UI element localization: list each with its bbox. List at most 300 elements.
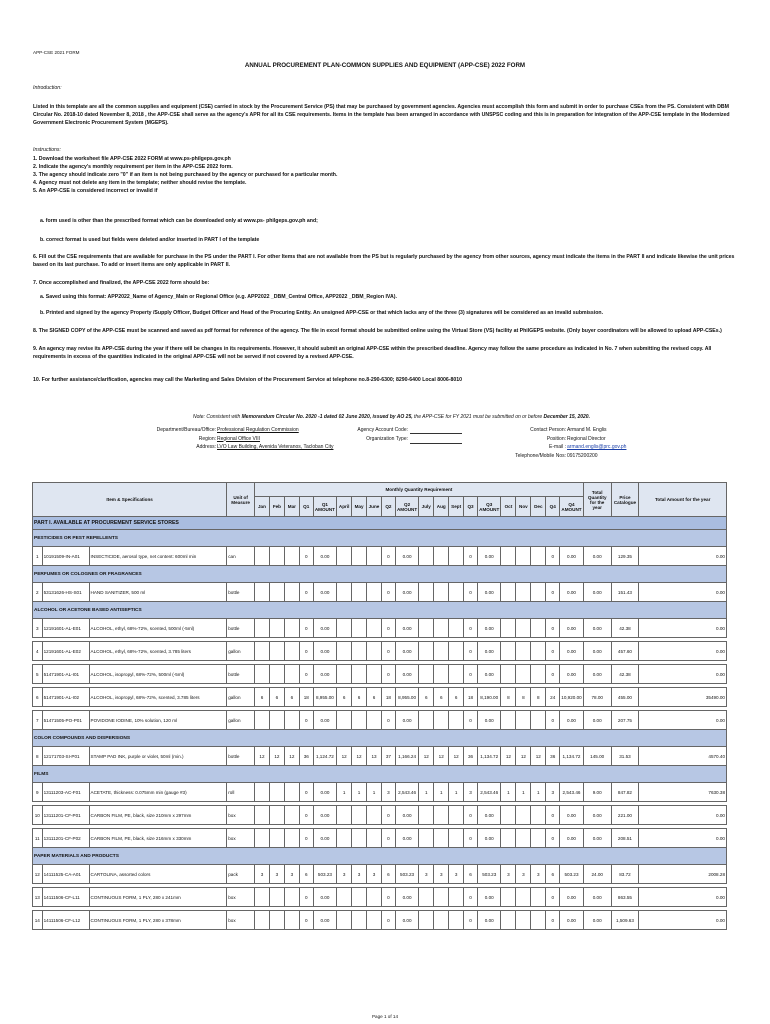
quantity-cell[interactable]: 3 bbox=[367, 865, 382, 884]
quantity-cell[interactable]: 6 bbox=[464, 865, 478, 884]
quantity-cell[interactable]: 3 bbox=[546, 783, 560, 802]
quantity-cell[interactable]: 0 bbox=[299, 783, 313, 802]
quantity-cell[interactable]: 1 bbox=[449, 783, 464, 802]
quantity-cell[interactable] bbox=[284, 547, 299, 566]
quantity-cell[interactable] bbox=[449, 829, 464, 848]
quantity-cell[interactable]: 0.00 bbox=[478, 619, 501, 638]
item-number: 14 bbox=[33, 911, 43, 930]
quantity-cell[interactable]: 0.00 bbox=[313, 642, 336, 661]
quantity-cell[interactable]: 12 bbox=[449, 747, 464, 766]
quantity-cell[interactable] bbox=[516, 665, 531, 684]
quantity-cell[interactable] bbox=[434, 665, 449, 684]
quantity-cell[interactable]: 1 bbox=[531, 783, 546, 802]
agency-labels-middle: Agency Account Code: Organization Type: bbox=[357, 427, 408, 442]
quantity-cell[interactable] bbox=[367, 583, 382, 602]
quantity-cell[interactable] bbox=[434, 619, 449, 638]
instruction-10: 10. For further assistance/clarification, agencies may call the Marketing and Sales Division of the Procurement Service at telephone no.8-290-6300; 8290-6400 Local 8006-8010 bbox=[33, 377, 463, 383]
catalogue-price: 129.35 bbox=[611, 547, 639, 566]
quantity-cell[interactable]: 0 bbox=[464, 829, 478, 848]
quantity-cell[interactable]: 0 bbox=[464, 619, 478, 638]
quantity-cell[interactable]: 12 bbox=[501, 747, 516, 766]
month-header: Q4 AMOUNT bbox=[560, 497, 584, 517]
quantity-cell[interactable]: 6 bbox=[434, 688, 449, 707]
quantity-cell[interactable] bbox=[255, 547, 270, 566]
quantity-cell[interactable]: 0 bbox=[464, 888, 478, 907]
quantity-cell[interactable] bbox=[449, 642, 464, 661]
quantity-cell[interactable] bbox=[269, 665, 284, 684]
quantity-cell[interactable] bbox=[434, 547, 449, 566]
quantity-cell[interactable]: 1,134.72 bbox=[478, 747, 501, 766]
quantity-cell[interactable] bbox=[367, 888, 382, 907]
quantity-cell[interactable]: 6 bbox=[299, 865, 313, 884]
instruction-item: 5. An APP-CSE is considered incorrect or invalid if bbox=[33, 188, 158, 194]
quantity-cell[interactable]: 0 bbox=[299, 806, 313, 825]
quantity-cell[interactable] bbox=[501, 619, 516, 638]
quantity-cell[interactable]: 8 bbox=[531, 688, 546, 707]
quantity-cell[interactable] bbox=[255, 665, 270, 684]
quantity-cell[interactable] bbox=[352, 665, 367, 684]
quantity-cell[interactable]: 0.00 bbox=[560, 911, 584, 930]
quantity-cell[interactable] bbox=[419, 619, 434, 638]
quantity-cell[interactable] bbox=[269, 583, 284, 602]
quantity-cell[interactable] bbox=[367, 642, 382, 661]
quantity-cell[interactable] bbox=[531, 583, 546, 602]
quantity-cell[interactable] bbox=[531, 806, 546, 825]
quantity-cell[interactable]: 0.00 bbox=[395, 547, 418, 566]
quantity-cell[interactable]: 12 bbox=[419, 747, 434, 766]
quantity-cell[interactable]: 0.00 bbox=[313, 711, 336, 730]
item-number: 1 bbox=[33, 547, 43, 566]
quantity-cell[interactable]: 8,955.00 bbox=[395, 688, 418, 707]
quantity-cell[interactable]: 0 bbox=[381, 583, 395, 602]
quantity-cell[interactable]: 12 bbox=[531, 747, 546, 766]
quantity-cell[interactable]: 0 bbox=[546, 911, 560, 930]
quantity-cell[interactable]: 0 bbox=[381, 619, 395, 638]
quantity-cell[interactable] bbox=[352, 583, 367, 602]
quantity-cell[interactable] bbox=[419, 583, 434, 602]
table-row bbox=[33, 711, 727, 730]
quantity-cell[interactable]: 0.00 bbox=[560, 665, 584, 684]
quantity-cell[interactable] bbox=[284, 911, 299, 930]
quantity-cell[interactable]: 1 bbox=[501, 783, 516, 802]
quantity-cell[interactable]: 2,543.46 bbox=[478, 783, 501, 802]
quantity-cell[interactable] bbox=[284, 619, 299, 638]
quantity-cell[interactable]: 0.00 bbox=[313, 665, 336, 684]
quantity-cell[interactable] bbox=[516, 888, 531, 907]
quantity-cell[interactable] bbox=[337, 547, 352, 566]
instruction-sub-a: a. form used is other than the prescribed format which can be downloaded only at www.ps- philgeps.gov.ph and; bbox=[40, 218, 318, 224]
quantity-cell[interactable] bbox=[255, 888, 270, 907]
quantity-cell[interactable]: 0 bbox=[381, 829, 395, 848]
quantity-cell[interactable]: 12 bbox=[434, 747, 449, 766]
quantity-cell[interactable]: 12 bbox=[516, 747, 531, 766]
quantity-cell[interactable]: 0 bbox=[299, 547, 313, 566]
quantity-cell[interactable] bbox=[269, 619, 284, 638]
quantity-cell[interactable]: 0.00 bbox=[395, 619, 418, 638]
quantity-cell[interactable]: 3 bbox=[516, 865, 531, 884]
quantity-cell[interactable]: 24 bbox=[546, 688, 560, 707]
total-quantity: 0.00 bbox=[583, 806, 611, 825]
quantity-cell[interactable]: 0 bbox=[464, 711, 478, 730]
quantity-cell[interactable]: 6 bbox=[449, 688, 464, 707]
quantity-cell[interactable] bbox=[449, 888, 464, 907]
total-quantity: 0.00 bbox=[583, 547, 611, 566]
quantity-cell[interactable]: 3 bbox=[381, 783, 395, 802]
quantity-cell[interactable] bbox=[449, 665, 464, 684]
quantity-cell[interactable] bbox=[284, 829, 299, 848]
quantity-cell[interactable] bbox=[284, 665, 299, 684]
quantity-cell[interactable] bbox=[269, 888, 284, 907]
quantity-cell[interactable] bbox=[337, 911, 352, 930]
quantity-cell[interactable]: 0 bbox=[546, 642, 560, 661]
quantity-cell[interactable]: 0.00 bbox=[395, 888, 418, 907]
quantity-cell[interactable] bbox=[531, 642, 546, 661]
quantity-cell[interactable] bbox=[269, 547, 284, 566]
quantity-cell[interactable]: 6 bbox=[419, 688, 434, 707]
quantity-cell[interactable]: 0 bbox=[299, 829, 313, 848]
quantity-cell[interactable]: 1,166.24 bbox=[395, 747, 418, 766]
quantity-cell[interactable]: 0 bbox=[546, 665, 560, 684]
quantity-cell[interactable]: 0.00 bbox=[313, 783, 336, 802]
quantity-cell[interactable]: 0.00 bbox=[395, 665, 418, 684]
quantity-cell[interactable]: 0.00 bbox=[395, 806, 418, 825]
quantity-cell[interactable] bbox=[501, 583, 516, 602]
quantity-cell[interactable]: 0.00 bbox=[313, 888, 336, 907]
quantity-cell[interactable] bbox=[352, 547, 367, 566]
quantity-cell[interactable] bbox=[367, 547, 382, 566]
quantity-cell[interactable] bbox=[449, 711, 464, 730]
quantity-cell[interactable] bbox=[337, 829, 352, 848]
quantity-cell[interactable]: 0.00 bbox=[395, 829, 418, 848]
quantity-cell[interactable]: 12 bbox=[284, 747, 299, 766]
quantity-cell[interactable]: 3 bbox=[255, 865, 270, 884]
quantity-cell[interactable] bbox=[255, 711, 270, 730]
quantity-cell[interactable]: 36 bbox=[546, 747, 560, 766]
quantity-cell[interactable]: 6 bbox=[381, 865, 395, 884]
quantity-cell[interactable]: 0 bbox=[546, 888, 560, 907]
quantity-cell[interactable] bbox=[269, 806, 284, 825]
quantity-cell[interactable]: 0 bbox=[464, 665, 478, 684]
quantity-cell[interactable]: 0.00 bbox=[478, 642, 501, 661]
quantity-cell[interactable]: 3 bbox=[269, 865, 284, 884]
item-number: 9 bbox=[33, 783, 43, 802]
quantity-cell[interactable]: 3 bbox=[531, 865, 546, 884]
quantity-cell[interactable]: 1 bbox=[337, 783, 352, 802]
quantity-cell[interactable]: 6 bbox=[284, 688, 299, 707]
quantity-cell[interactable] bbox=[531, 911, 546, 930]
quantity-cell[interactable]: 3 bbox=[352, 865, 367, 884]
quantity-cell[interactable]: 0 bbox=[464, 806, 478, 825]
quantity-cell[interactable] bbox=[419, 642, 434, 661]
quantity-cell[interactable]: 37 bbox=[381, 747, 395, 766]
quantity-cell[interactable]: 18 bbox=[381, 688, 395, 707]
quantity-cell[interactable] bbox=[255, 829, 270, 848]
quantity-cell[interactable] bbox=[531, 888, 546, 907]
quantity-cell[interactable] bbox=[516, 911, 531, 930]
quantity-cell[interactable] bbox=[501, 829, 516, 848]
quantity-cell[interactable]: 1 bbox=[352, 783, 367, 802]
quantity-cell[interactable] bbox=[367, 665, 382, 684]
quantity-cell[interactable] bbox=[269, 711, 284, 730]
quantity-cell[interactable] bbox=[367, 829, 382, 848]
quantity-cell[interactable]: 1,124.72 bbox=[313, 747, 336, 766]
quantity-cell[interactable]: 0 bbox=[299, 642, 313, 661]
instruction-8: 8. The SIGNED COPY of the APP-CSE must be scanned and saved as pdf format for reference of the agency. The file in excel format should be submitted online using the Virtual Store (VS) facility at PhilGEPS website. (Only buyer coordinators will be allowed to upload APP-CSEs.) bbox=[33, 328, 722, 334]
quantity-cell[interactable]: 0 bbox=[381, 806, 395, 825]
quantity-cell[interactable]: 2,543.46 bbox=[560, 783, 584, 802]
quantity-cell[interactable] bbox=[434, 911, 449, 930]
quantity-cell[interactable] bbox=[255, 619, 270, 638]
quantity-cell[interactable] bbox=[434, 806, 449, 825]
quantity-cell[interactable]: 0 bbox=[381, 711, 395, 730]
quantity-cell[interactable] bbox=[352, 642, 367, 661]
quantity-cell[interactable]: 1 bbox=[434, 783, 449, 802]
quantity-cell[interactable]: 0 bbox=[299, 888, 313, 907]
quantity-cell[interactable] bbox=[367, 619, 382, 638]
quantity-cell[interactable]: 0 bbox=[381, 888, 395, 907]
quantity-cell[interactable] bbox=[531, 619, 546, 638]
quantity-cell[interactable]: 3 bbox=[337, 865, 352, 884]
quantity-cell[interactable]: 12 bbox=[337, 747, 352, 766]
quantity-cell[interactable] bbox=[367, 711, 382, 730]
quantity-cell[interactable] bbox=[284, 711, 299, 730]
quantity-cell[interactable] bbox=[255, 642, 270, 661]
quantity-cell[interactable] bbox=[501, 711, 516, 730]
quantity-cell[interactable]: 0 bbox=[381, 547, 395, 566]
quantity-cell[interactable]: 0.00 bbox=[313, 911, 336, 930]
quantity-cell[interactable]: 0.00 bbox=[395, 583, 418, 602]
quantity-cell[interactable] bbox=[516, 547, 531, 566]
quantity-cell[interactable]: 18 bbox=[464, 688, 478, 707]
quantity-cell[interactable]: 0.00 bbox=[560, 642, 584, 661]
quantity-cell[interactable] bbox=[419, 829, 434, 848]
quantity-cell[interactable]: 0 bbox=[299, 711, 313, 730]
quantity-cell[interactable]: 8 bbox=[501, 688, 516, 707]
quantity-cell[interactable]: 0.00 bbox=[478, 665, 501, 684]
quantity-cell[interactable]: 3 bbox=[464, 783, 478, 802]
quantity-cell[interactable]: 0 bbox=[464, 583, 478, 602]
quantity-cell[interactable] bbox=[419, 911, 434, 930]
quantity-cell[interactable] bbox=[255, 911, 270, 930]
quantity-cell[interactable]: 18 bbox=[299, 688, 313, 707]
quantity-cell[interactable]: 0.00 bbox=[560, 806, 584, 825]
quantity-cell[interactable] bbox=[449, 619, 464, 638]
quantity-cell[interactable] bbox=[419, 806, 434, 825]
quantity-cell[interactable] bbox=[337, 619, 352, 638]
quantity-cell[interactable] bbox=[434, 711, 449, 730]
quantity-cell[interactable] bbox=[352, 911, 367, 930]
quantity-cell[interactable] bbox=[516, 583, 531, 602]
quantity-cell[interactable]: 0.00 bbox=[395, 911, 418, 930]
quantity-cell[interactable] bbox=[419, 547, 434, 566]
quantity-cell[interactable]: 12 bbox=[352, 747, 367, 766]
quantity-cell[interactable]: 0 bbox=[381, 911, 395, 930]
quantity-cell[interactable]: 8,190.00 bbox=[478, 688, 501, 707]
quantity-cell[interactable] bbox=[337, 888, 352, 907]
quantity-cell[interactable] bbox=[501, 665, 516, 684]
quantity-cell[interactable] bbox=[501, 547, 516, 566]
quantity-cell[interactable]: 1 bbox=[419, 783, 434, 802]
quantity-cell[interactable]: 0 bbox=[299, 583, 313, 602]
quantity-cell[interactable]: 0.00 bbox=[313, 619, 336, 638]
quantity-cell[interactable] bbox=[284, 583, 299, 602]
quantity-cell[interactable]: 0 bbox=[546, 619, 560, 638]
page-title: ANNUAL PROCUREMENT PLAN-COMMON SUPPLIES AND EQUIPMENT (APP-CSE) 2022 FORM bbox=[244, 62, 526, 69]
quantity-cell[interactable]: 0.00 bbox=[478, 888, 501, 907]
quantity-cell[interactable]: 6 bbox=[337, 688, 352, 707]
quantity-cell[interactable] bbox=[352, 888, 367, 907]
quantity-cell[interactable]: 503.23 bbox=[395, 865, 418, 884]
quantity-cell[interactable]: 0 bbox=[464, 642, 478, 661]
quantity-cell[interactable] bbox=[434, 583, 449, 602]
quantity-cell[interactable]: 13 bbox=[367, 747, 382, 766]
quantity-cell[interactable]: 503.23 bbox=[560, 865, 584, 884]
quantity-cell[interactable]: 0.00 bbox=[313, 829, 336, 848]
quantity-cell[interactable] bbox=[419, 711, 434, 730]
quantity-cell[interactable]: 0.00 bbox=[313, 583, 336, 602]
quantity-cell[interactable]: 3 bbox=[284, 865, 299, 884]
quantity-cell[interactable]: 8 bbox=[516, 688, 531, 707]
quantity-cell[interactable]: 0 bbox=[546, 711, 560, 730]
quantity-cell[interactable] bbox=[516, 642, 531, 661]
quantity-cell[interactable] bbox=[531, 711, 546, 730]
quantity-cell[interactable] bbox=[501, 911, 516, 930]
quantity-cell[interactable]: 2,543.46 bbox=[395, 783, 418, 802]
quantity-cell[interactable] bbox=[255, 806, 270, 825]
quantity-cell[interactable]: 6 bbox=[352, 688, 367, 707]
quantity-cell[interactable]: 0.00 bbox=[560, 888, 584, 907]
quantity-cell[interactable]: 0.00 bbox=[313, 806, 336, 825]
quantity-cell[interactable] bbox=[269, 642, 284, 661]
quantity-cell[interactable] bbox=[269, 911, 284, 930]
quantity-cell[interactable] bbox=[284, 642, 299, 661]
quantity-cell[interactable] bbox=[449, 547, 464, 566]
quantity-cell[interactable] bbox=[352, 806, 367, 825]
quantity-cell[interactable] bbox=[531, 829, 546, 848]
quantity-cell[interactable]: 1 bbox=[516, 783, 531, 802]
quantity-cell[interactable] bbox=[284, 783, 299, 802]
quantity-cell[interactable]: 12 bbox=[255, 747, 270, 766]
quantity-cell[interactable]: 1 bbox=[367, 783, 382, 802]
quantity-cell[interactable] bbox=[516, 829, 531, 848]
quantity-cell[interactable] bbox=[516, 619, 531, 638]
quantity-cell[interactable]: 0.00 bbox=[560, 547, 584, 566]
quantity-cell[interactable] bbox=[255, 783, 270, 802]
quantity-cell[interactable]: 0.00 bbox=[395, 642, 418, 661]
quantity-cell[interactable]: 36 bbox=[464, 747, 478, 766]
quantity-cell[interactable] bbox=[501, 888, 516, 907]
quantity-cell[interactable] bbox=[501, 806, 516, 825]
month-header: Jan bbox=[255, 497, 270, 517]
quantity-cell[interactable] bbox=[434, 829, 449, 848]
quantity-cell[interactable] bbox=[337, 665, 352, 684]
quantity-cell[interactable] bbox=[337, 711, 352, 730]
quantity-cell[interactable]: 0 bbox=[381, 665, 395, 684]
quantity-cell[interactable]: 0 bbox=[381, 642, 395, 661]
quantity-cell[interactable] bbox=[269, 829, 284, 848]
quantity-cell[interactable]: 0.00 bbox=[478, 547, 501, 566]
quantity-cell[interactable]: 0.00 bbox=[313, 547, 336, 566]
quantity-cell[interactable] bbox=[449, 911, 464, 930]
quantity-cell[interactable]: 1,134.72 bbox=[560, 747, 584, 766]
quantity-cell[interactable] bbox=[501, 642, 516, 661]
quantity-cell[interactable] bbox=[352, 619, 367, 638]
quantity-cell[interactable]: 6 bbox=[367, 688, 382, 707]
item-number: 2 bbox=[33, 583, 43, 602]
quantity-cell[interactable] bbox=[434, 642, 449, 661]
quantity-cell[interactable]: 0.00 bbox=[560, 583, 584, 602]
quantity-cell[interactable] bbox=[337, 583, 352, 602]
quantity-cell[interactable] bbox=[516, 711, 531, 730]
quantity-cell[interactable]: 0.00 bbox=[395, 711, 418, 730]
quantity-cell[interactable]: 503.23 bbox=[313, 865, 336, 884]
quantity-cell[interactable]: 0.00 bbox=[560, 829, 584, 848]
quantity-cell[interactable]: 0 bbox=[546, 583, 560, 602]
quantity-cell[interactable]: 0 bbox=[299, 665, 313, 684]
quantity-cell[interactable] bbox=[516, 806, 531, 825]
quantity-cell[interactable]: 0 bbox=[464, 911, 478, 930]
quantity-cell[interactable] bbox=[449, 806, 464, 825]
quantity-cell[interactable]: 0.00 bbox=[478, 583, 501, 602]
quantity-cell[interactable]: 12 bbox=[269, 747, 284, 766]
month-header: Oct bbox=[501, 497, 516, 517]
quantity-cell[interactable] bbox=[367, 911, 382, 930]
quantity-cell[interactable]: 0 bbox=[546, 547, 560, 566]
quantity-cell[interactable] bbox=[337, 806, 352, 825]
quantity-cell[interactable]: 6 bbox=[269, 688, 284, 707]
quantity-cell[interactable]: 3 bbox=[419, 865, 434, 884]
quantity-cell[interactable]: 0.00 bbox=[560, 711, 584, 730]
quantity-cell[interactable]: 0 bbox=[299, 619, 313, 638]
quantity-cell[interactable]: 6 bbox=[255, 688, 270, 707]
quantity-cell[interactable] bbox=[419, 665, 434, 684]
quantity-cell[interactable]: 0 bbox=[546, 829, 560, 848]
quantity-cell[interactable]: 503.23 bbox=[478, 865, 501, 884]
quantity-cell[interactable]: 0.00 bbox=[478, 829, 501, 848]
quantity-cell[interactable]: 36 bbox=[299, 747, 313, 766]
quantity-cell[interactable] bbox=[255, 583, 270, 602]
quantity-cell[interactable] bbox=[449, 583, 464, 602]
quantity-cell[interactable]: 0.00 bbox=[478, 711, 501, 730]
quantity-cell[interactable] bbox=[434, 888, 449, 907]
quantity-cell[interactable] bbox=[419, 888, 434, 907]
quantity-cell[interactable]: 0 bbox=[546, 806, 560, 825]
quantity-cell[interactable] bbox=[367, 806, 382, 825]
quantity-cell[interactable]: 0.00 bbox=[478, 806, 501, 825]
quantity-cell[interactable]: 0.00 bbox=[478, 911, 501, 930]
quantity-cell[interactable]: 0.00 bbox=[560, 619, 584, 638]
quantity-cell[interactable] bbox=[531, 665, 546, 684]
quantity-cell[interactable]: 10,920.00 bbox=[560, 688, 584, 707]
quantity-cell[interactable] bbox=[352, 711, 367, 730]
quantity-cell[interactable]: 6 bbox=[546, 865, 560, 884]
quantity-cell[interactable]: 3 bbox=[501, 865, 516, 884]
email-link[interactable]: armand.englis@prc.gov.ph bbox=[567, 444, 627, 450]
quantity-cell[interactable] bbox=[337, 642, 352, 661]
quantity-cell[interactable] bbox=[284, 888, 299, 907]
quantity-cell[interactable]: 3 bbox=[434, 865, 449, 884]
quantity-cell[interactable] bbox=[284, 806, 299, 825]
quantity-cell[interactable]: 0 bbox=[464, 547, 478, 566]
month-header: May bbox=[352, 497, 367, 517]
quantity-cell[interactable]: 8,955.00 bbox=[313, 688, 336, 707]
quantity-cell[interactable] bbox=[269, 783, 284, 802]
quantity-cell[interactable] bbox=[352, 829, 367, 848]
quantity-cell[interactable]: 0 bbox=[299, 911, 313, 930]
quantity-cell[interactable] bbox=[531, 547, 546, 566]
quantity-cell[interactable]: 3 bbox=[449, 865, 464, 884]
month-header: Q4 bbox=[546, 497, 560, 517]
